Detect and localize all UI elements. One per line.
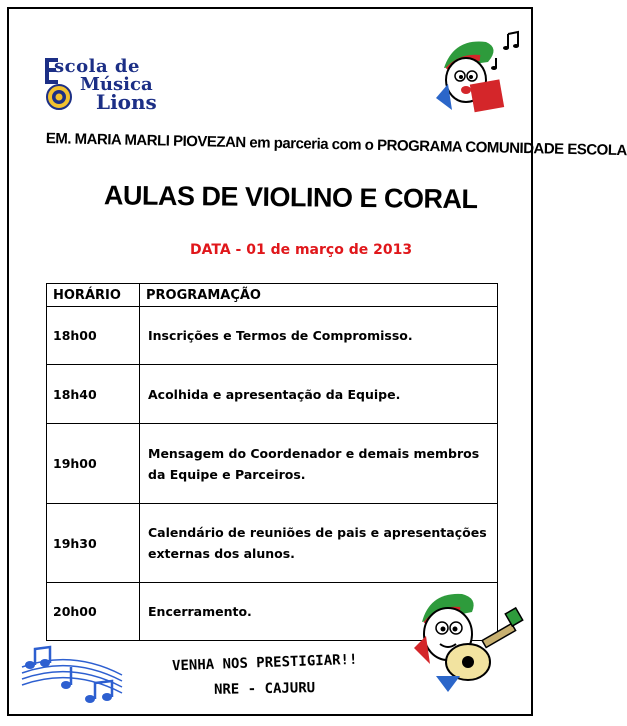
schedule-program: Acolhida e apresentação da Equipe. xyxy=(140,365,498,424)
column-header-program: PROGRAMAÇÃO xyxy=(140,284,498,307)
singing-mascot-icon xyxy=(426,28,526,118)
lions-emblem-icon xyxy=(46,84,72,110)
table-row xyxy=(47,365,498,424)
event-title: AULAS DE VIOLINO E CORAL xyxy=(103,180,478,215)
schedule-program: Inscrições e Termos de Compromisso. xyxy=(140,307,498,365)
schedule-time: 19h30 xyxy=(47,504,140,583)
table-row xyxy=(47,504,498,583)
footer-invitation: VENHA NOS PRESTIGIAR!! xyxy=(171,651,358,675)
music-notes-icon xyxy=(20,645,124,710)
schedule-time: 18h40 xyxy=(47,365,140,424)
schedule-time: 20h00 xyxy=(47,583,140,641)
logo-text-line2: Música xyxy=(80,74,153,95)
school-logo xyxy=(42,56,170,112)
guitar-mascot-icon xyxy=(408,588,526,698)
logo-text-line1: scola de xyxy=(54,56,140,77)
table-header-row xyxy=(47,284,498,307)
table-row xyxy=(47,307,498,365)
footer-organization: NRE - CAJURU xyxy=(213,680,316,698)
column-header-time: HORÁRIO xyxy=(47,284,140,307)
schedule-program: Calendário de reuniões de pais e apresentações externas dos alunos. xyxy=(140,504,498,583)
schedule-program: Mensagem do Coordenador e demais membros da Equipe e Parceiros. xyxy=(140,424,498,504)
logo-text-line3: Lions xyxy=(96,90,157,114)
schedule-time: 18h00 xyxy=(47,307,140,365)
schedule-program: Encerramento. xyxy=(140,583,498,641)
event-subtitle: EM. MARIA MARLI PIOVEZAN em parceria com o PROGRAMA COMUNIDADE ESCOLA xyxy=(45,130,627,160)
schedule-time: 19h00 xyxy=(47,424,140,504)
event-date: DATA - 01 de março de 2013 xyxy=(190,242,413,258)
table-row xyxy=(47,424,498,504)
